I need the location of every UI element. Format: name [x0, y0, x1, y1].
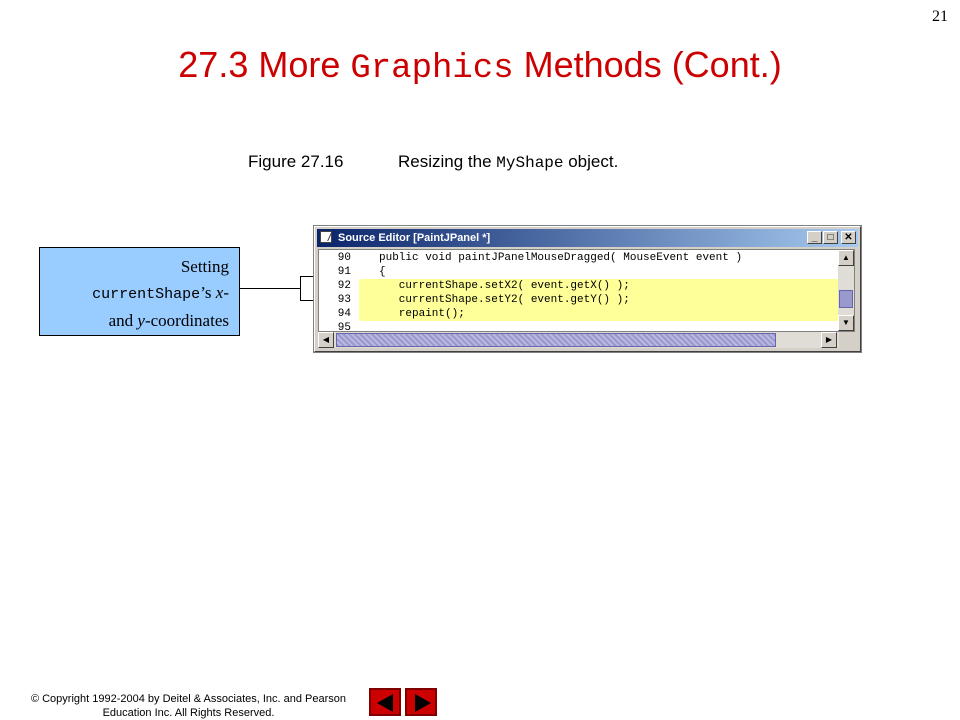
code-line[interactable] — [319, 265, 854, 279]
scroll-down-icon[interactable]: ▼ — [838, 315, 854, 331]
callout-y: y — [137, 311, 145, 330]
line-number: 94 — [337, 308, 351, 320]
scroll-left-icon[interactable]: ◀ — [318, 332, 334, 348]
code-line[interactable] — [319, 321, 854, 332]
line-number: 93 — [337, 294, 351, 306]
copyright-footer — [16, 692, 361, 720]
figure-caption — [248, 152, 618, 172]
callout-line-2 — [40, 280, 229, 308]
code-line-highlighted[interactable] — [319, 307, 854, 321]
close-button[interactable]: ✕ — [841, 231, 856, 244]
caption-suffix: object. — [563, 152, 619, 171]
bracket-vertical — [300, 276, 301, 300]
scroll-right-icon[interactable]: ▶ — [821, 332, 837, 348]
page-number: 21 — [932, 8, 948, 25]
horizontal-scrollbar[interactable] — [318, 332, 855, 348]
title-suffix: Methods (Cont.) — [513, 44, 782, 85]
callout-possessive: ’s — [200, 283, 216, 302]
callout-coords: -coordinates — [144, 311, 229, 330]
figure-number: Figure 27.16 — [248, 152, 344, 171]
callout-box — [39, 247, 240, 336]
line-number: 95 — [337, 322, 351, 332]
callout-code: currentShape — [92, 286, 201, 303]
editor-icon — [320, 231, 332, 243]
line-number: 91 — [337, 266, 351, 278]
source-editor-window — [313, 225, 862, 353]
vertical-scrollbar[interactable] — [838, 250, 854, 331]
code-editor[interactable] — [318, 249, 855, 332]
caption-prefix: Resizing the — [398, 152, 497, 171]
window-titlebar[interactable] — [317, 229, 858, 247]
callout-line-1: Setting — [180, 257, 229, 276]
callout-dash: - — [223, 283, 229, 302]
callout-line-3 — [40, 308, 229, 334]
code-line-highlighted[interactable] — [319, 279, 854, 293]
copyright-line-2: Education Inc. All Rights Reserved. — [102, 707, 275, 719]
caption-code: MyShape — [496, 154, 564, 172]
maximize-button[interactable]: □ — [823, 231, 838, 244]
callout-connector — [240, 288, 300, 289]
scrollbar-corner — [839, 332, 855, 348]
code-text: public void paintJPanelMouseDragged( MouseEvent event ) — [379, 252, 743, 264]
line-number: 92 — [337, 280, 351, 292]
line-number: 90 — [337, 252, 351, 264]
code-line-highlighted[interactable] — [319, 293, 854, 307]
callout-x: x — [215, 283, 224, 302]
copyright-line-1: © Copyright 1992-2004 by Deitel & Associates, Inc. and Pearson — [30, 693, 347, 705]
callout-and: and — [108, 311, 138, 330]
horizontal-scroll-thumb[interactable] — [336, 333, 776, 347]
scroll-up-icon[interactable]: ▲ — [838, 250, 854, 266]
title-code: Graphics — [350, 50, 514, 88]
window-title: Source Editor [PaintJPanel *] — [338, 232, 491, 244]
code-text: repaint(); — [359, 307, 838, 321]
minimize-button[interactable]: _ — [807, 231, 822, 244]
code-line[interactable] — [319, 251, 854, 265]
code-text: currentShape.setY2( event.getY() ); — [359, 293, 838, 307]
previous-slide-button[interactable] — [369, 688, 401, 716]
next-slide-button[interactable] — [405, 688, 437, 716]
vertical-scroll-thumb[interactable] — [839, 290, 853, 308]
code-text: currentShape.setX2( event.getX() ); — [359, 279, 838, 293]
title-prefix: 27.3 More — [178, 44, 351, 85]
code-text: { — [379, 266, 386, 278]
slide-title — [0, 44, 960, 88]
